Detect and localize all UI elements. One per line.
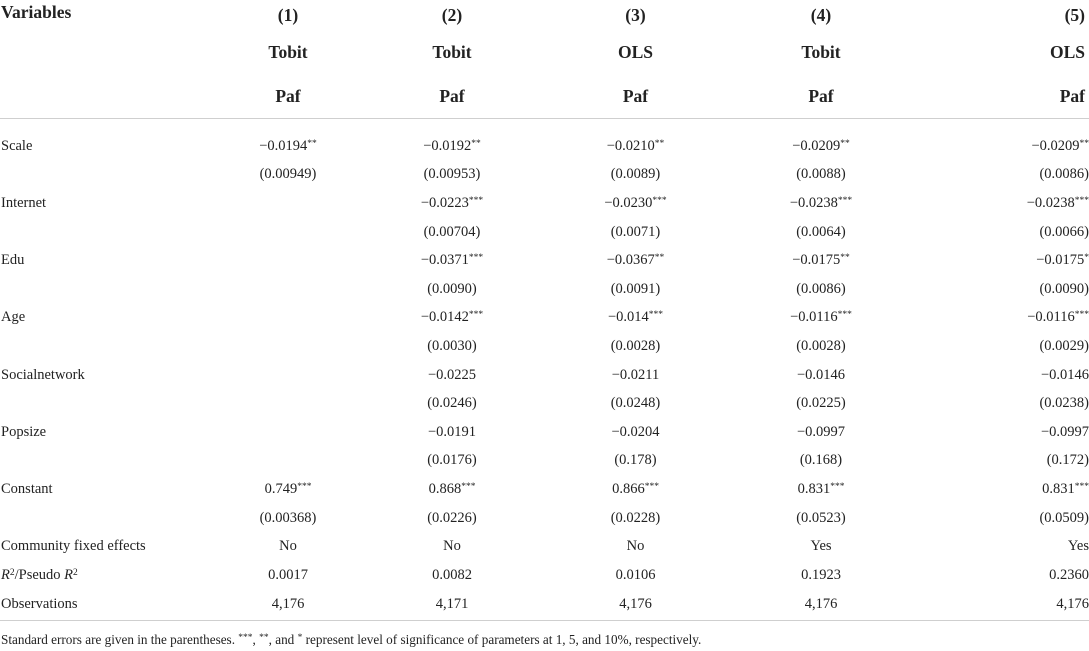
variable-label: Popsize <box>1 423 47 440</box>
coefficient-cell <box>914 475 1089 504</box>
standard-error-cell: (0.0225) <box>796 395 846 412</box>
r-squared-row <box>0 561 1089 590</box>
coefficient-value: −0.0175 <box>1036 252 1085 269</box>
standard-error-cell: (0.0091) <box>610 280 661 297</box>
footnote-sig-mark: *** <box>238 633 253 643</box>
coefficient-cell <box>914 246 1089 275</box>
standard-error-row <box>0 389 1089 418</box>
coefficient-cell <box>361 361 543 390</box>
significance-mark: ** <box>840 253 850 264</box>
standard-error-row <box>0 332 1089 361</box>
coefficient-value: −0.0116 <box>790 309 838 326</box>
coefficient-cell <box>728 418 914 447</box>
significance-mark: ** <box>307 138 317 149</box>
r-squared-cell: 0.0082 <box>432 566 472 583</box>
r-squared-cell: 0.1923 <box>801 566 841 583</box>
significance-mark: *** <box>830 481 845 492</box>
column-dependent-variable: Paf <box>728 74 914 119</box>
header-row-numbers <box>0 0 1089 30</box>
coefficient-cell <box>215 418 361 447</box>
coefficient-value: −0.014 <box>607 309 649 326</box>
significance-mark: ** <box>840 138 850 149</box>
coefficient-value: −0.0194 <box>259 137 308 154</box>
standard-error-cell <box>215 332 361 361</box>
column-dependent-variable: Paf <box>543 74 728 119</box>
coefficient-value: −0.0238 <box>1026 194 1075 211</box>
standard-error-cell: (0.0228) <box>610 509 661 526</box>
standard-error-cell: (0.0086) <box>1039 166 1089 183</box>
standard-error-cell: (0.0523) <box>796 509 846 526</box>
coefficient-cell <box>215 304 361 333</box>
standard-error-row <box>0 504 1089 533</box>
column-number: (3) <box>625 4 646 25</box>
standard-error-cell: (0.0086) <box>796 280 846 297</box>
label-part: 2 <box>9 567 15 578</box>
column-number: (5) <box>1064 4 1085 25</box>
standard-error-cell: (0.0226) <box>427 509 477 526</box>
coefficient-cell <box>361 132 543 161</box>
coefficient-cell <box>361 246 543 275</box>
standard-error-cell <box>215 275 361 304</box>
coefficient-cell <box>361 189 543 218</box>
variable-label: Constant <box>1 480 53 497</box>
variables-header: Variables <box>1 2 72 22</box>
label-part: 2 <box>73 567 78 578</box>
fixed-effects-cell: No <box>279 538 297 555</box>
significance-mark: *** <box>461 481 476 492</box>
column-method: Tobit <box>432 41 472 62</box>
standard-error-cell <box>215 218 361 247</box>
standard-error-cell: (0.0064) <box>796 223 846 240</box>
r-squared-cell: 0.0017 <box>268 566 308 583</box>
standard-error-cell <box>215 447 361 476</box>
standard-error-cell: (0.0248) <box>610 395 661 412</box>
coefficient-cell <box>728 304 914 333</box>
spacer-row <box>0 119 1089 133</box>
coefficient-row <box>0 304 1089 333</box>
significance-mark: ** <box>471 138 481 149</box>
coefficient-value: −0.0210 <box>606 137 655 154</box>
significance-mark: *** <box>1074 481 1089 492</box>
standard-error-row <box>0 275 1089 304</box>
coefficient-cell <box>543 475 728 504</box>
coefficient-value: −0.0116 <box>1027 309 1075 326</box>
coefficient-cell <box>361 418 543 447</box>
coefficient-row <box>0 189 1089 218</box>
column-number: (4) <box>810 4 832 25</box>
coefficient-cell <box>728 189 914 218</box>
observations-cell: 4,176 <box>543 590 728 621</box>
standard-error-cell: (0.0089) <box>610 166 661 183</box>
coefficient-cell <box>914 189 1089 218</box>
standard-error-cell: (0.0030) <box>427 337 477 354</box>
observations-row <box>0 590 1089 621</box>
standard-error-cell: (0.0028) <box>610 337 661 354</box>
standard-error-cell <box>215 389 361 418</box>
standard-error-cell: (0.0090) <box>1039 280 1089 297</box>
coefficient-cell <box>728 246 914 275</box>
standard-error-cell: (0.0509) <box>1039 509 1089 526</box>
observations-cell: 4,171 <box>361 590 543 621</box>
footnote-text: , <box>252 632 260 647</box>
coefficient-row <box>0 361 1089 390</box>
coefficient-value: 0.831 <box>797 480 831 497</box>
variable-label: Socialnetwork <box>1 366 85 383</box>
standard-error-cell: (0.168) <box>799 452 843 469</box>
significance-mark: *** <box>468 310 484 321</box>
standard-error-cell: (0.0088) <box>796 166 846 183</box>
variable-label: Scale <box>1 137 33 154</box>
coefficient-cell <box>543 418 728 447</box>
standard-error-cell: (0.0066) <box>1039 223 1089 240</box>
coefficient-value: −0.0997 <box>796 423 846 440</box>
coefficient-value: −0.0371 <box>420 252 469 269</box>
coefficient-value: −0.0367 <box>606 252 655 269</box>
fixed-effects-cell: No <box>443 538 461 555</box>
coefficient-cell <box>361 475 543 504</box>
column-dependent-variable: Paf <box>361 74 543 119</box>
footnote-sig-mark: ** <box>259 633 269 643</box>
fixed-effects-cell: Yes <box>1067 538 1089 555</box>
coefficient-cell <box>543 189 728 218</box>
coefficient-cell <box>215 475 361 504</box>
coefficient-cell <box>215 132 361 161</box>
coefficient-value: 0.749 <box>264 480 298 497</box>
variable-label: Internet <box>1 194 47 211</box>
r-squared-cell: 0.2360 <box>1049 566 1089 583</box>
coefficient-cell <box>914 361 1089 390</box>
fixed-effects-row <box>0 532 1089 561</box>
variable-label: Age <box>1 309 26 326</box>
significance-mark: *** <box>644 481 659 492</box>
coefficient-value: −0.0204 <box>611 423 660 440</box>
coefficient-value: −0.0225 <box>427 366 477 383</box>
coefficient-value: −0.0191 <box>427 423 477 440</box>
coefficient-value: −0.0209 <box>792 137 841 154</box>
column-dependent-variable: Paf <box>914 74 1089 119</box>
table-header <box>0 0 1089 119</box>
coefficient-value: 0.868 <box>428 480 462 497</box>
column-method: Tobit <box>268 41 308 62</box>
coefficient-value: −0.0223 <box>420 194 469 211</box>
column-method: OLS <box>1049 41 1085 62</box>
label-part: /Pseudo <box>14 566 65 583</box>
coefficient-cell <box>543 304 728 333</box>
r-squared-cell: 0.0106 <box>615 566 656 583</box>
footnote-sig-mark: * <box>297 633 303 643</box>
variable-label: Edu <box>1 252 25 269</box>
standard-error-cell: (0.0090) <box>427 280 477 297</box>
standard-error-cell: (0.178) <box>614 452 657 469</box>
coefficient-value: 0.831 <box>1042 480 1075 497</box>
coefficient-value: −0.0209 <box>1031 137 1080 154</box>
coefficient-cell <box>215 246 361 275</box>
standard-error-row <box>0 447 1089 476</box>
footnote-text: represent level of significance of parameters at 1, 5, and 10%, respectively. <box>302 632 702 647</box>
coefficient-row <box>0 132 1089 161</box>
fixed-effects-cell: Yes <box>810 538 832 555</box>
coefficient-cell <box>543 132 728 161</box>
row-label: Observations <box>0 590 215 621</box>
coefficient-cell <box>914 132 1089 161</box>
significance-mark: ** <box>654 138 665 149</box>
row-label <box>0 561 215 590</box>
coefficient-value: −0.0146 <box>796 366 846 383</box>
column-method: Tobit <box>801 41 841 62</box>
significance-mark: *** <box>468 195 484 206</box>
significance-mark: *** <box>837 310 852 321</box>
significance-mark: *** <box>468 253 484 264</box>
label-part: R <box>1 566 10 583</box>
significance-mark: *** <box>1074 195 1089 206</box>
column-dependent-variable: Paf <box>215 74 361 119</box>
coefficient-row <box>0 246 1089 275</box>
coefficient-cell <box>361 304 543 333</box>
observations-cell: 4,176 <box>728 590 914 621</box>
footnote-text: Standard errors are given in the parentheses. <box>1 632 239 647</box>
coefficient-row <box>0 475 1089 504</box>
standard-error-cell: (0.0176) <box>427 452 477 469</box>
coefficient-value: −0.0175 <box>792 252 841 269</box>
coefficient-cell <box>215 361 361 390</box>
coefficient-value: −0.0211 <box>611 366 660 383</box>
standard-error-cell: (0.0029) <box>1039 337 1089 354</box>
table-body <box>0 119 1089 621</box>
standard-error-cell: (0.00368) <box>259 509 317 526</box>
coefficient-value: −0.0142 <box>420 309 469 326</box>
standard-error-cell: (0.0246) <box>427 395 477 412</box>
table-footnote <box>1 632 701 648</box>
header-row-dependent <box>0 74 1089 119</box>
standard-error-cell: (0.172) <box>1046 452 1089 469</box>
label-part: R <box>64 566 74 583</box>
coefficient-value: −0.0238 <box>789 194 838 211</box>
standard-error-cell: (0.00704) <box>423 223 481 240</box>
significance-mark: ** <box>654 253 665 264</box>
standard-error-cell: (0.00949) <box>259 166 317 183</box>
coefficient-cell <box>914 304 1089 333</box>
column-number: (1) <box>277 4 299 25</box>
coefficient-value: −0.0997 <box>1040 423 1089 440</box>
column-method: OLS <box>617 41 654 62</box>
coefficient-cell <box>215 189 361 218</box>
standard-error-cell: (0.0028) <box>796 337 846 354</box>
standard-error-cell: (0.0071) <box>610 223 661 240</box>
row-label: Community fixed effects <box>1 538 146 555</box>
standard-error-cell: (0.0238) <box>1039 395 1089 412</box>
coefficient-value: 0.866 <box>612 480 645 497</box>
significance-mark: *** <box>1074 310 1089 321</box>
observations-cell: 4,176 <box>914 590 1089 621</box>
observations-cell: 4,176 <box>215 590 361 621</box>
significance-mark: *** <box>297 481 312 492</box>
coefficient-cell <box>543 361 728 390</box>
significance-mark: *** <box>652 195 667 206</box>
standard-error-cell: (0.00953) <box>423 166 481 183</box>
significance-mark: *** <box>837 195 853 206</box>
coefficient-cell <box>543 246 728 275</box>
significance-mark: ** <box>1079 138 1089 149</box>
header-row-methods <box>0 30 1089 74</box>
significance-mark: *** <box>648 310 664 321</box>
coefficient-cell <box>914 418 1089 447</box>
footnote-text: , and <box>268 632 298 647</box>
coefficient-value: −0.0230 <box>604 194 653 211</box>
standard-error-row <box>0 218 1089 247</box>
coefficient-row <box>0 418 1089 447</box>
coefficient-cell <box>728 361 914 390</box>
standard-error-row <box>0 161 1089 190</box>
coefficient-value: −0.0192 <box>423 137 472 154</box>
significance-mark: * <box>1084 253 1089 264</box>
column-number: (2) <box>441 4 463 25</box>
coefficient-value: −0.0146 <box>1040 366 1089 383</box>
coefficient-cell <box>728 132 914 161</box>
fixed-effects-cell: No <box>626 538 645 555</box>
coefficient-cell <box>728 475 914 504</box>
